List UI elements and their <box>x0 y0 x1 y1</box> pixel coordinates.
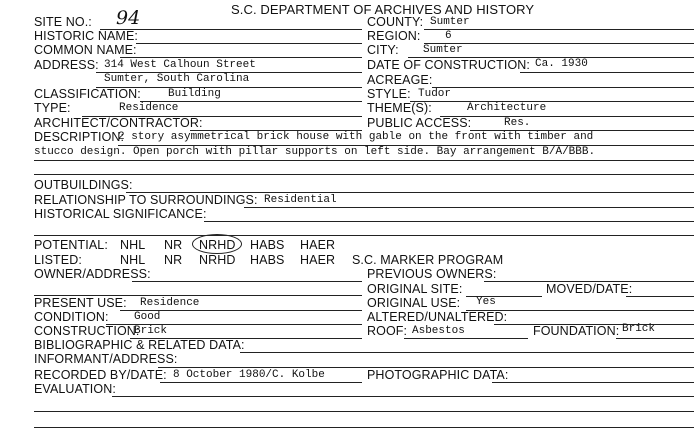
site-no-label: SITE NO.: <box>34 15 92 29</box>
public-access-label: PUBLIC ACCESS: <box>367 116 472 130</box>
foundation-value: Brick <box>622 323 656 335</box>
evaluation-label: EVALUATION: <box>34 382 116 396</box>
description-label: DESCRIPTION: <box>34 130 125 144</box>
potential-nrhd: NRHD <box>199 238 236 252</box>
bibliographic-label: BIBLIOGRAPHIC & RELATED DATA: <box>34 338 245 352</box>
address-line2: Sumter, South Carolina <box>104 73 250 85</box>
acreage-label: ACREAGE: <box>367 73 433 87</box>
classification-label: CLASSIFICATION: <box>34 87 141 101</box>
foundation-line <box>616 338 694 339</box>
listed-habs: HABS <box>250 253 285 267</box>
original-site-label: ORIGINAL SITE: <box>367 282 463 296</box>
description-line1: 2 story asymmetrical brick house with gable on the front with timber and <box>118 131 594 143</box>
previous-owners-label: PREVIOUS OWNERS: <box>367 267 497 281</box>
roof-line <box>404 338 528 339</box>
form-title: S.C. DEPARTMENT OF ARCHIVES AND HISTORY <box>231 2 535 17</box>
date-construction-value: Ca. 1930 <box>535 58 588 70</box>
theme-value: Architecture <box>467 102 547 114</box>
informant-label: INFORMANT/ADDRESS: <box>34 352 178 366</box>
theme-line <box>440 116 694 117</box>
evaluation-line <box>112 396 694 397</box>
recorded-by-value: 8 October 1980/C. Kolbe <box>173 369 325 381</box>
relationship-label: RELATIONSHIP TO SURROUNDINGS: <box>34 193 258 207</box>
bibliographic-line <box>240 352 694 353</box>
region-line <box>424 43 694 44</box>
listed-haer: HAER <box>300 253 336 267</box>
original-use-label: ORIGINAL USE: <box>367 296 461 310</box>
roof-label: ROOF: <box>367 324 408 338</box>
description-rule-2 <box>34 160 694 161</box>
public-access-value: Res. <box>504 117 531 129</box>
region-label: REGION: <box>367 29 421 43</box>
type-label: TYPE: <box>34 101 71 115</box>
site-no-line <box>100 29 362 30</box>
present-use-label: PRESENT USE: <box>34 296 127 310</box>
owner-label: OWNER/ADDRESS: <box>34 267 151 281</box>
marker-program-label: S.C. MARKER PROGRAM <box>352 253 504 267</box>
recorded-by-label: RECORDED BY/DATE: <box>34 368 167 382</box>
photographic-data-label: PHOTOGRAPHIC DATA: <box>367 368 509 382</box>
moved-date-line <box>626 296 694 297</box>
common-name-line <box>120 57 362 58</box>
style-label: STYLE: <box>367 87 411 101</box>
condition-label: CONDITION: <box>34 310 109 324</box>
listed-nhl: NHL <box>120 253 146 267</box>
altered-label: ALTERED/UNALTERED: <box>367 310 508 324</box>
present-use-value: Residence <box>140 297 200 309</box>
listed-nr: NR <box>164 253 183 267</box>
style-line <box>410 101 694 102</box>
theme-label: THEME(S): <box>367 101 432 115</box>
address-line1: 314 West Calhoun Street <box>104 59 256 71</box>
style-value: Tudor <box>418 88 452 100</box>
listed-nrhd: NRHD <box>199 253 236 267</box>
evaluation-rule-2 <box>34 411 694 412</box>
relationship-value: Residential <box>264 194 337 206</box>
significance-line <box>204 221 694 222</box>
county-value: Sumter <box>430 16 470 28</box>
classification-value: Building <box>168 88 221 100</box>
significance-rule-2 <box>34 235 694 236</box>
recorded-by-line <box>160 382 362 383</box>
construction-value: Brick <box>134 325 168 337</box>
description-line2: stucco design. Open porch with pillar supports on left side. Bay arrangement B/A/BBB. <box>34 146 596 158</box>
date-construction-line <box>520 72 694 73</box>
county-line <box>424 29 694 30</box>
condition-value: Good <box>134 311 161 323</box>
region-value: 6 <box>445 30 452 42</box>
type-value: Residence <box>119 102 179 114</box>
historic-name-label: HISTORIC NAME: <box>34 29 138 43</box>
architect-label: ARCHITECT/CONTRACTOR: <box>34 116 203 130</box>
construction-label: CONSTRUCTION: <box>34 324 140 338</box>
county-label: COUNTY: <box>367 15 424 29</box>
common-name-label: COMMON NAME: <box>34 43 137 57</box>
address-label: ADDRESS: <box>34 58 99 72</box>
date-construction-label: DATE OF CONSTRUCTION: <box>367 58 530 72</box>
potential-habs: HABS <box>250 238 285 252</box>
potential-label: POTENTIAL: <box>34 238 108 252</box>
listed-label: LISTED: <box>34 253 82 267</box>
city-label: CITY: <box>367 43 399 57</box>
evaluation-rule-3 <box>34 427 694 428</box>
acreage-line <box>432 87 694 88</box>
potential-haer: HAER <box>300 238 336 252</box>
foundation-label: FOUNDATION: <box>533 324 620 338</box>
potential-nhl: NHL <box>120 238 146 252</box>
site-no-value: 94 <box>116 7 141 29</box>
photographic-data-line <box>492 382 694 383</box>
nrhd-circle <box>192 234 242 254</box>
original-use-value: Yes <box>476 296 496 308</box>
outbuildings-label: OUTBUILDINGS: <box>34 178 133 192</box>
roof-value: Asbestos <box>412 325 465 337</box>
potential-nr: NR <box>164 238 183 252</box>
significance-label: HISTORICAL SIGNIFICANCE: <box>34 207 207 221</box>
description-rule-3 <box>34 174 694 175</box>
owner-line <box>132 281 362 282</box>
historic-name-line <box>136 43 362 44</box>
relationship-line <box>244 207 694 208</box>
city-value: Sumter <box>423 44 463 56</box>
moved-date-label: MOVED/DATE: <box>546 282 633 296</box>
